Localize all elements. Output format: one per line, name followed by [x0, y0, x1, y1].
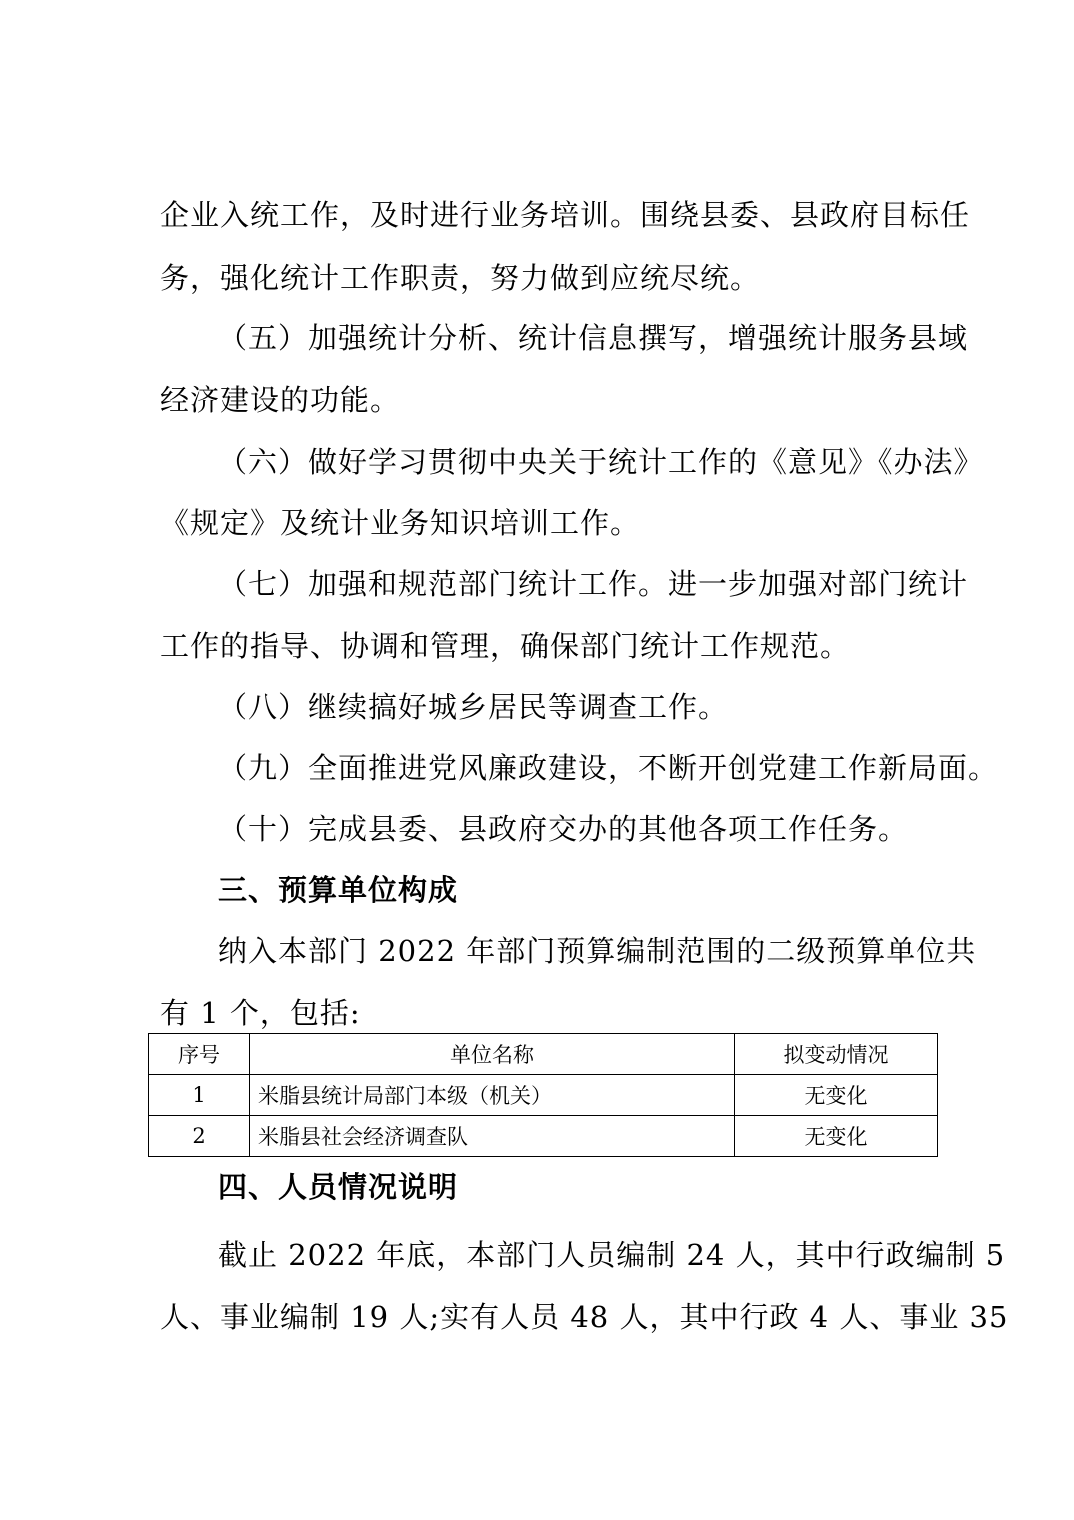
- section4-text-line: 截止 2022 年底，本部门人员编制 24 人，其中行政编制 5: [218, 1238, 1006, 1272]
- section4-text-line: 人、事业编制 19 人;实有人员 48 人，其中行政 4 人、事业 35: [160, 1300, 1009, 1334]
- section-heading-4: 四、人员情况说明: [218, 1170, 459, 1204]
- cell-unit-name: 米脂县社会经济调查队: [250, 1116, 735, 1157]
- paragraph-line: 《规定》及统计业务知识培训工作。: [160, 506, 641, 540]
- paragraph-line: 经济建设的功能。: [160, 383, 401, 417]
- paragraph-line: 务，强化统计工作职责，努力做到应统尽统。: [160, 261, 761, 295]
- section3-intro-line: 纳入本部门 2022 年部门预算编制范围的二级预算单位共: [218, 934, 977, 968]
- budget-units-table: [148, 1033, 938, 1157]
- paragraph-line: 工作的指导、协调和管理，确保部门统计工作规范。: [160, 629, 851, 663]
- header-unit-name: 单位名称: [250, 1034, 735, 1075]
- cell-unit-name: 米脂县统计局部门本级（机关）: [250, 1075, 735, 1116]
- header-change: 拟变动情况: [735, 1034, 938, 1075]
- paragraph-line-item-6: （六）做好学习贯彻中央关于统计工作的《意见》《办法》: [218, 445, 984, 479]
- cell-change: 无变化: [735, 1075, 938, 1116]
- paragraph-line-item-10: （十）完成县委、县政府交办的其他各项工作任务。: [218, 812, 909, 846]
- paragraph-line-item-5: （五）加强统计分析、统计信息撰写，增强统计服务县域: [218, 321, 969, 355]
- table-row: [149, 1075, 938, 1116]
- paragraph-line: 企业入统工作，及时进行业务培训。围绕县委、县政府目标任: [160, 198, 971, 232]
- section-heading-3: 三、预算单位构成: [218, 873, 459, 907]
- paragraph-line-item-8: （八）继续搞好城乡居民等调查工作。: [218, 690, 729, 724]
- table-header-row: [149, 1034, 938, 1075]
- table-row: [149, 1116, 938, 1157]
- paragraph-line-item-7: （七）加强和规范部门统计工作。进一步加强对部门统计: [218, 567, 969, 601]
- section3-intro-line: 有 1 个，包括:: [160, 996, 361, 1030]
- cell-change: 无变化: [735, 1116, 938, 1157]
- paragraph-line-item-9: （九）全面推进党风廉政建设，不断开创党建工作新局面。: [218, 751, 999, 785]
- header-no: 序号: [149, 1034, 250, 1075]
- cell-no: 1: [149, 1075, 250, 1116]
- cell-no: 2: [149, 1116, 250, 1157]
